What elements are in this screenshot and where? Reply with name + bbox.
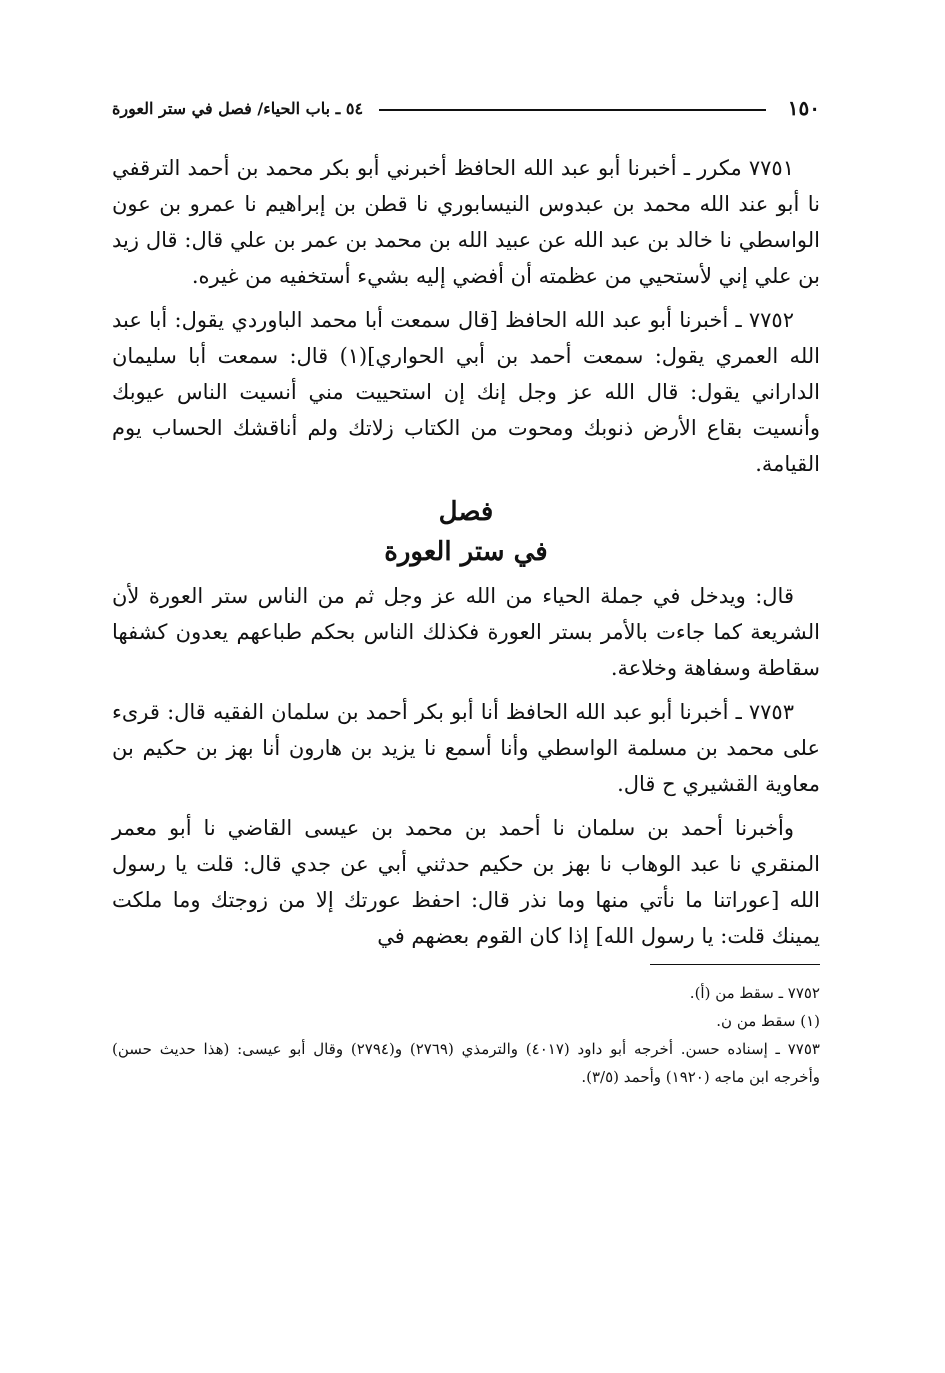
page-header bbox=[112, 88, 820, 128]
footnote-7753: ٧٧٥٣ ـ إسناده حسن. أخرجه أبو داود (٤٠١٧) والترمذي (٢٧٦٩) و(٢٧٩٤) وقال أبو عيسى: (هذا حديث حسن) وأخرجه ابن ماجه (١٩٢٠) وأحمد (٣/٥). bbox=[112, 1040, 820, 1086]
hadith-7753-paragraph: ٧٧٥٣ ـ أخبرنا أبو عبد الله الحافظ أنا أبو بكر أحمد بن سلمان الفقيه قال: قرىء على محمد بن مسلمة الواسطي وأنا أسمع نا يزيد بن هارون أنا بهز بن حكيم بن معاوية القشيري ح قال. bbox=[112, 700, 820, 796]
hadith-7752-paragraph: ٧٧٥٢ ـ أخبرنا أبو عبد الله الحافظ [قال سمعت أبا محمد الباوردي يقول: أبا عبد الله العمري يقول: سمعت أحمد بن أبي الحواري](١) قال: سمعت أبا سليمان الداراني يقول: قال الله عز وجل إنك إن استحييت مني أنسيت الناس عيوبك وأنسيت بقاع الأرض ذنوبك ومحوت من الكتاب زلاتك ولم أناقشك الحساب يوم القيامة. bbox=[112, 308, 821, 476]
section-intro-paragraph: قال: ويدخل في جملة الحياء من الله عز وجل ثم من الناس ستر العورة لأن الشريعة كما جاءت بالأمر بستر العورة فكذلك الناس بحكم طباعهم يعدون كشفها سقاطة وسفاهة وخلاعة. bbox=[112, 584, 820, 680]
footnote-rule bbox=[650, 964, 820, 965]
header-rule bbox=[379, 109, 766, 111]
footnote-1: (١) سقط من ن. bbox=[716, 1012, 820, 1030]
hadith-7751-paragraph: ٧٧٥١ مكرر ـ أخبرنا أبو عبد الله الحافظ أخبرني أبو بكر محمد بن أحمد الترقفي نا أبو عند الله محمد بن عبدوس النيسابوري نا قطن بن إبراهيم نا عمرو بن عون الواسطي نا خالد بن عبد الله عن عبيد الله بن محمد بن عمر بن علي قال: قال زيد بن علي إني لأستحيي من عظمته أن أفضي إليه بشيء أستخفيه من غيره. bbox=[112, 156, 820, 288]
body-text bbox=[112, 150, 820, 954]
footnotes bbox=[112, 979, 820, 1091]
page-number: ١٥٠ bbox=[787, 96, 820, 120]
section-heading-fasl: فصل bbox=[438, 497, 494, 527]
section-heading bbox=[112, 492, 820, 572]
section-heading-title: في ستر العورة bbox=[384, 537, 548, 567]
book-page bbox=[112, 88, 820, 1091]
footnote-7752: ٧٧٥٢ ـ سقط من (أ). bbox=[689, 984, 820, 1002]
running-title: ٥٤ ـ باب الحياء/ فصل في ستر العورة bbox=[112, 98, 364, 118]
hadith-7753-continuation-paragraph: وأخبرنا أحمد بن سلمان نا أحمد بن محمد بن عيسى القاضي نا أبو معمر المنقري نا عبد الوهاب نا بهز بن حكيم حدثني أبي عن جدي قال: قلت يا رسول الله [عوراتنا ما نأتي منها وما نذر قال: احفظ عورتك إلا من زوجتك وما ملكت يمينك قلت: يا رسول الله] إذا كان القوم بعضهم في bbox=[112, 816, 820, 948]
